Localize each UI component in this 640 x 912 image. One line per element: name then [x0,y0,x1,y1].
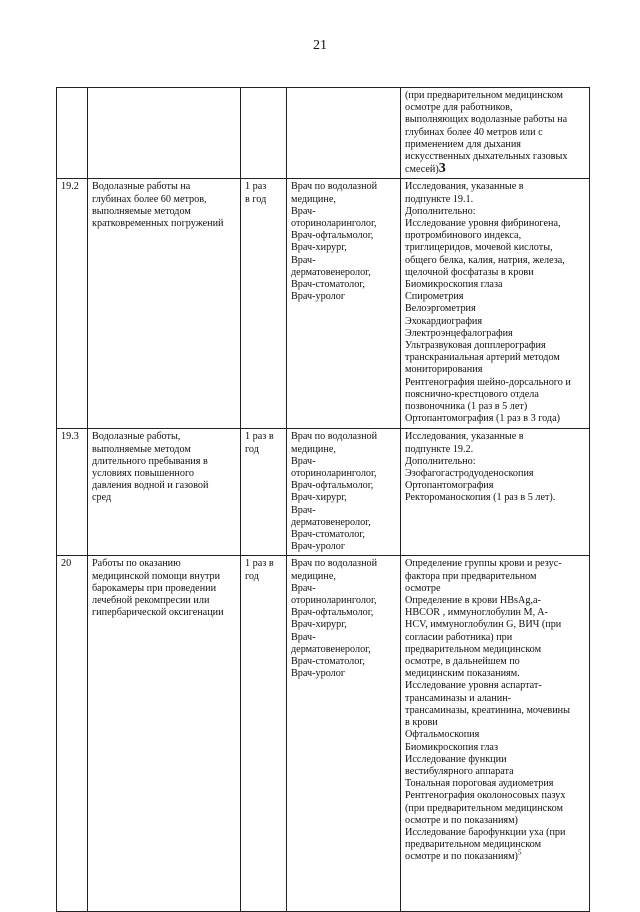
work-line-text: выполняемые методом [92,443,191,455]
doctors-line-text: медицине, [291,193,336,205]
doctors-line-text: дерматовенеролог, [291,266,371,278]
work-line [92,571,237,583]
exams-line [405,389,586,401]
cell-doctors [287,88,401,179]
exams-line-text: Эзофагогастродуоденоскопия [405,468,534,480]
cell-doctors [287,556,401,912]
exams-line-text: Исследование функции [405,753,507,765]
exams-line-text: подпункте 19.2. [405,443,474,455]
exams-line-text: глубинах более 40 метров или с [405,126,543,138]
doctors-line [291,619,397,631]
doctors-line-text: Врач-офтальмолог, [291,230,374,242]
exams-line-text: Исследования, указанные в [405,181,524,193]
exams-line [405,595,586,607]
cell-freq [241,556,287,912]
medical-exam-table [56,87,590,912]
exams-line [405,742,586,754]
exams-line-text: Определение в крови HBsAg,a- [405,595,541,607]
exams-line [405,181,586,193]
exams-line-text: Биомикроскопия глаз [405,741,498,753]
exams-line-text: смесей) [405,164,439,176]
exams-line [405,705,586,717]
exams-line-text: мониторирования [405,364,483,376]
doctors-line-text: Врач-хирург, [291,492,347,504]
exams-line [405,340,586,352]
exams-line [405,619,586,631]
work-line-text: Водолазные работы, [92,431,181,443]
exams-line-text: Ректороманоскопия (1 раз в 5 лет). [405,492,556,504]
doctors-line-text: дерматовенеролог, [291,516,371,528]
cell-freq [241,429,287,556]
exams-line-text: вестибулярного аппарата [405,765,514,777]
footnote-mark: 5 [517,848,522,857]
exams-line [405,377,586,389]
exams-line-text: Исследования, указанные в [405,431,524,443]
doctors-line-text: оториноларинголог, [291,595,377,607]
exams-line-text: (при предварительном медицинском [405,90,563,101]
work-line [92,468,237,480]
exams-line [405,644,586,656]
work-line-text: Работы по оказанию [92,558,181,570]
exams-line [405,492,586,504]
exams-line-text: трансаминазы, креатинина, мочевины [405,704,570,716]
work-line-text: сред [92,492,112,504]
exams-line [405,468,586,480]
cell-doctors [287,179,401,429]
exams-line-text: Рентгенография околоносовых пазух [405,790,566,802]
work-line [92,607,237,619]
exams-line [405,316,586,328]
exams-line [405,401,586,413]
work-line-text: выполняемые методом [92,205,191,217]
exams-line-text: осмотре для работников, [405,102,513,114]
work-line [92,181,237,193]
work-line [92,480,237,492]
row-number: 19.3 [61,431,79,443]
exams-line [405,729,586,741]
work-line-text: кратковременных погружений [92,218,224,230]
doctors-line [291,529,397,541]
exams-line-text: применением для дыхания [405,138,521,150]
exams-line-text: Ультразвуковая допплерография [405,340,546,352]
cell-num [57,88,88,179]
exams-line [405,328,586,340]
exams-line-text: Определение группы крови и резус- [405,558,562,570]
doctors-line [291,595,397,607]
doctors-line [291,656,397,668]
exams-line [405,607,586,619]
exams-line-text: Спирометрия [405,291,464,303]
exams-line [405,102,586,114]
exams-line [405,444,586,456]
doctors-line [291,279,397,291]
exams-line [405,151,586,163]
exams-line-text: позвоночника (1 раз в 5 лет) [405,401,528,413]
cell-exams [401,88,590,179]
doctors-line-text: Врач-стоматолог, [291,529,365,541]
exams-line-text: протромбинового индекса, [405,230,522,242]
doctors-line [291,242,397,254]
exams-line-text: Тональная пороговая аудиометрия [405,778,554,790]
exams-line [405,558,586,570]
doctors-line [291,194,397,206]
doctors-line [291,230,397,242]
freq-line-text: 1 раз в [245,558,274,570]
exams-line [405,139,586,151]
exams-line [405,413,586,425]
doctors-line-text: дерматовенеролог, [291,643,371,655]
doctors-line-text: Врач-уролог [291,668,346,680]
cell-num [57,429,88,556]
exams-line-text: осмотре и по показаниям) [405,814,518,826]
doctors-line [291,644,397,656]
exams-line [405,364,586,376]
doctors-line [291,607,397,619]
exams-line-text: транскраниальная артерий методом [405,352,560,364]
cell-num [57,179,88,429]
table-row [57,88,590,179]
exams-line-text: осмотре, в дальнейшем по [405,656,520,668]
exams-line-text: триглицеридов, мочевой кислоты, [405,242,553,254]
doctors-line [291,492,397,504]
doctors-line-text: Врач-уролог [291,291,346,303]
cell-work [88,556,241,912]
cell-doctors [287,429,401,556]
work-line [92,492,237,504]
exams-line [405,90,586,102]
exams-line-text: предварительном медицинском [405,643,542,655]
doctors-line [291,255,397,267]
exams-line [405,848,586,863]
doctors-line-text: Врач- [291,254,316,266]
doctors-line-text: оториноларинголог, [291,468,377,480]
doctors-line-text: Врач-хирург, [291,619,347,631]
exams-line [405,279,586,291]
exams-line [405,127,586,139]
doctors-line-text: Врач- [291,631,316,643]
exams-line [405,827,586,839]
doctors-line [291,206,397,218]
cell-work [88,429,241,556]
work-line [92,558,237,570]
doctors-line-text: Врач- [291,504,316,516]
row-number: 19.2 [61,181,79,193]
doctors-line-text: Врач по водолазной [291,181,378,193]
exams-line-text: медицинским показаниям. [405,668,520,680]
table-row [57,556,590,912]
exams-line [405,303,586,315]
doctors-line-text: медицине, [291,443,336,455]
doctors-line [291,505,397,517]
work-line [92,583,237,595]
table-row [57,179,590,429]
exams-line-text: Офтальмоскопия [405,729,480,741]
work-line-text: гипербарической оксигенации [92,607,224,619]
exams-line [405,431,586,443]
doctors-line [291,456,397,468]
exams-line-text: Дополнительно: [405,455,476,467]
doctors-line [291,558,397,570]
work-line-text: медицинской помощи внутри [92,570,221,582]
exams-line-text: искусственных дыхательных газовых [405,151,568,163]
row-number: 20 [61,558,72,570]
work-line-text: давления водной и газовой [92,480,209,492]
exams-line [405,114,586,126]
doctors-line-text: Врач-стоматолог, [291,656,365,668]
exams-line-text: общего белка, калия, натрия, железа, [405,254,565,266]
work-line [92,194,237,206]
exams-line-text: Ортопантомография (1 раз в 3 года) [405,413,561,425]
doctors-line-text: Врач по водолазной [291,431,378,443]
work-line [92,431,237,443]
exams-line [405,194,586,206]
cell-exams [401,429,590,556]
cell-exams [401,179,590,429]
doctors-line-text: Врач- [291,455,316,467]
doctors-line [291,517,397,529]
doctors-line [291,541,397,553]
exams-line-text: в крови [405,717,438,729]
freq-line [245,558,283,570]
cell-exams [401,556,590,912]
doctors-line-text: Врач-офтальмолог, [291,607,374,619]
exams-line-text: Рентгенография шейно-дорсального и [405,376,571,388]
work-line [92,206,237,218]
exams-line [405,255,586,267]
doctors-line-text: медицине, [291,570,336,582]
doctors-line-text: Врач-стоматолог, [291,279,365,291]
exams-line-text: Биомикроскопия глаза [405,279,503,291]
exams-line-text: (при предварительном медицинском [405,802,563,814]
exams-line [405,456,586,468]
doctors-line [291,267,397,279]
exams-line [405,583,586,595]
exams-line [405,352,586,364]
exams-line-text: трансаминазы и аланин- [405,692,512,704]
doctors-line [291,291,397,303]
work-line-text: длительного пребывания в [92,455,208,467]
exams-line [405,291,586,303]
work-line-text: барокамеры при проведении [92,582,217,594]
exams-line-text: Исследование уровня фибриногена, [405,218,561,230]
doctors-line-text: Врач-хирург, [291,242,347,254]
footnote-mark: 3 [438,161,446,177]
exams-line-text: Велоэргометрия [405,303,476,315]
exams-line-text: подпункте 19.1. [405,193,474,205]
doctors-line [291,583,397,595]
work-line-text: Водолазные работы на [92,181,191,193]
exams-line-text: предварительном медицинском [405,839,542,851]
doctors-line-text: Врач-офтальмолог, [291,480,374,492]
exams-line [405,230,586,242]
doctors-line [291,480,397,492]
freq-line [245,571,283,583]
doctors-line [291,444,397,456]
exams-line-text: осмотре [405,582,441,594]
exams-line [405,668,586,680]
doctors-line [291,181,397,193]
cell-work [88,179,241,429]
exams-line [405,267,586,279]
page-number: 21 [313,38,327,53]
exams-line-text: Ортопантомография [405,480,494,492]
exams-line [405,803,586,815]
doctors-line [291,632,397,644]
exams-line-text: HBCOR , иммуноглобулин M, A- [405,607,548,619]
exams-line [405,656,586,668]
work-line [92,456,237,468]
doctors-line [291,431,397,443]
exams-line-text: Эхокардиография [405,315,483,327]
exams-line [405,754,586,766]
cell-freq [241,88,287,179]
exams-line [405,717,586,729]
exams-line [405,163,586,176]
exams-line-text: пояснично-крестцового отдела [405,388,539,400]
exams-line [405,693,586,705]
exams-line-text: Дополнительно: [405,205,476,217]
freq-line-text: 1 раз в [245,431,274,443]
exams-line [405,778,586,790]
table-row [57,429,590,556]
freq-line [245,181,283,193]
work-line [92,218,237,230]
cell-work [88,88,241,179]
doctors-line [291,668,397,680]
exams-line [405,206,586,218]
cell-freq [241,179,287,429]
exams-line-text: Исследование барофункции уха (при [405,826,566,838]
work-line-text: лечебной рекомпресии или [92,595,210,607]
cell-num [57,556,88,912]
doctors-line-text: оториноларинголог, [291,218,377,230]
freq-line-text: год [245,443,259,455]
exams-line [405,242,586,254]
exams-line [405,766,586,778]
exams-line [405,790,586,802]
exams-line [405,839,586,851]
exams-line-text: согласии работника) при [405,631,513,643]
work-line-text: глубинах более 60 метров, [92,193,207,205]
exams-line-text: Электроэнцефалография [405,327,513,339]
freq-line [245,194,283,206]
doctors-line-text: Врач-уролог [291,541,346,553]
freq-line-text: в год [245,193,267,205]
exams-line-text: щелочной фосфатазы в крови [405,266,534,278]
work-line [92,444,237,456]
exams-line [405,571,586,583]
exams-line-text: осмотре и по показаниям) [405,851,518,863]
exams-line [405,218,586,230]
exams-line-text: Исследование уровня аспартат- [405,680,542,692]
exams-line [405,815,586,827]
exams-line [405,680,586,692]
doctors-line [291,218,397,230]
freq-line-text: 1 раз [245,181,267,193]
freq-line [245,431,283,443]
work-line [92,595,237,607]
freq-line [245,444,283,456]
exams-line-text: выполняющих водолазные работы на [405,114,568,126]
exams-line [405,632,586,644]
exams-line [405,480,586,492]
doctors-line [291,468,397,480]
work-line-text: условиях повышенного [92,468,194,480]
freq-line-text: год [245,570,259,582]
doctors-line [291,571,397,583]
exams-line-text: фактора при предварительном [405,570,537,582]
doctors-line-text: Врач по водолазной [291,558,378,570]
doctors-line-text: Врач- [291,582,316,594]
exams-line-text: HCV, иммуноглобулин G, ВИЧ (при [405,619,562,631]
doctors-line-text: Врач- [291,205,316,217]
